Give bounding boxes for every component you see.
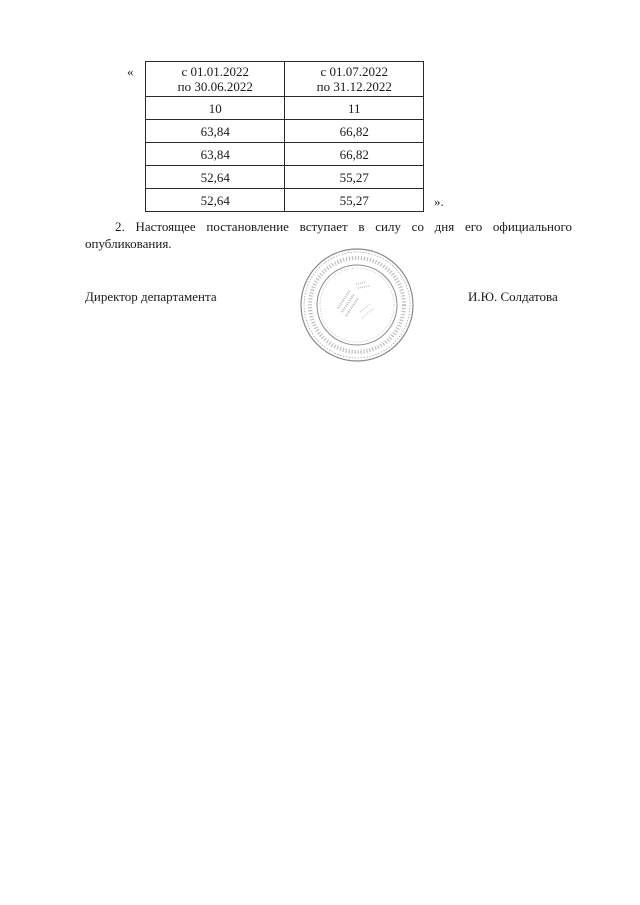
tariff-table [145,61,424,212]
table-cell: 63,84 [146,143,285,166]
table-row [146,120,424,143]
table-cell: 55,27 [285,166,424,189]
column-header-period-1 [146,62,285,97]
table-row [146,143,424,166]
table-cell: 66,82 [285,143,424,166]
table-cell: 66,82 [285,120,424,143]
column-header-line: по 31.12.2022 [316,79,392,94]
table-cell: 55,27 [285,189,424,212]
table-cell: 52,64 [146,166,285,189]
official-seal-stamp [298,246,416,364]
clause-2-paragraph: 2. Настоящее постановление вступает в силу со дня его официального опубликования. [85,219,572,251]
table-cell: 10 [146,97,285,120]
table-row [146,189,424,212]
signatory-name: И.Ю. Солдатова [468,289,558,304]
table-header-row [146,62,424,97]
table-cell: 63,84 [146,120,285,143]
column-header-line: с 01.01.2022 [181,64,249,79]
column-header-period-2 [285,62,424,97]
closing-quote: ». [434,194,444,209]
table-cell: 11 [285,97,424,120]
opening-quote: « [127,64,134,79]
signatory-title: Директор департамента [85,289,217,304]
table-cell: 52,64 [146,189,285,212]
table-row [146,166,424,189]
column-header-line: с 01.07.2022 [320,64,388,79]
column-header-line: по 30.06.2022 [177,79,253,94]
table-row [146,97,424,120]
